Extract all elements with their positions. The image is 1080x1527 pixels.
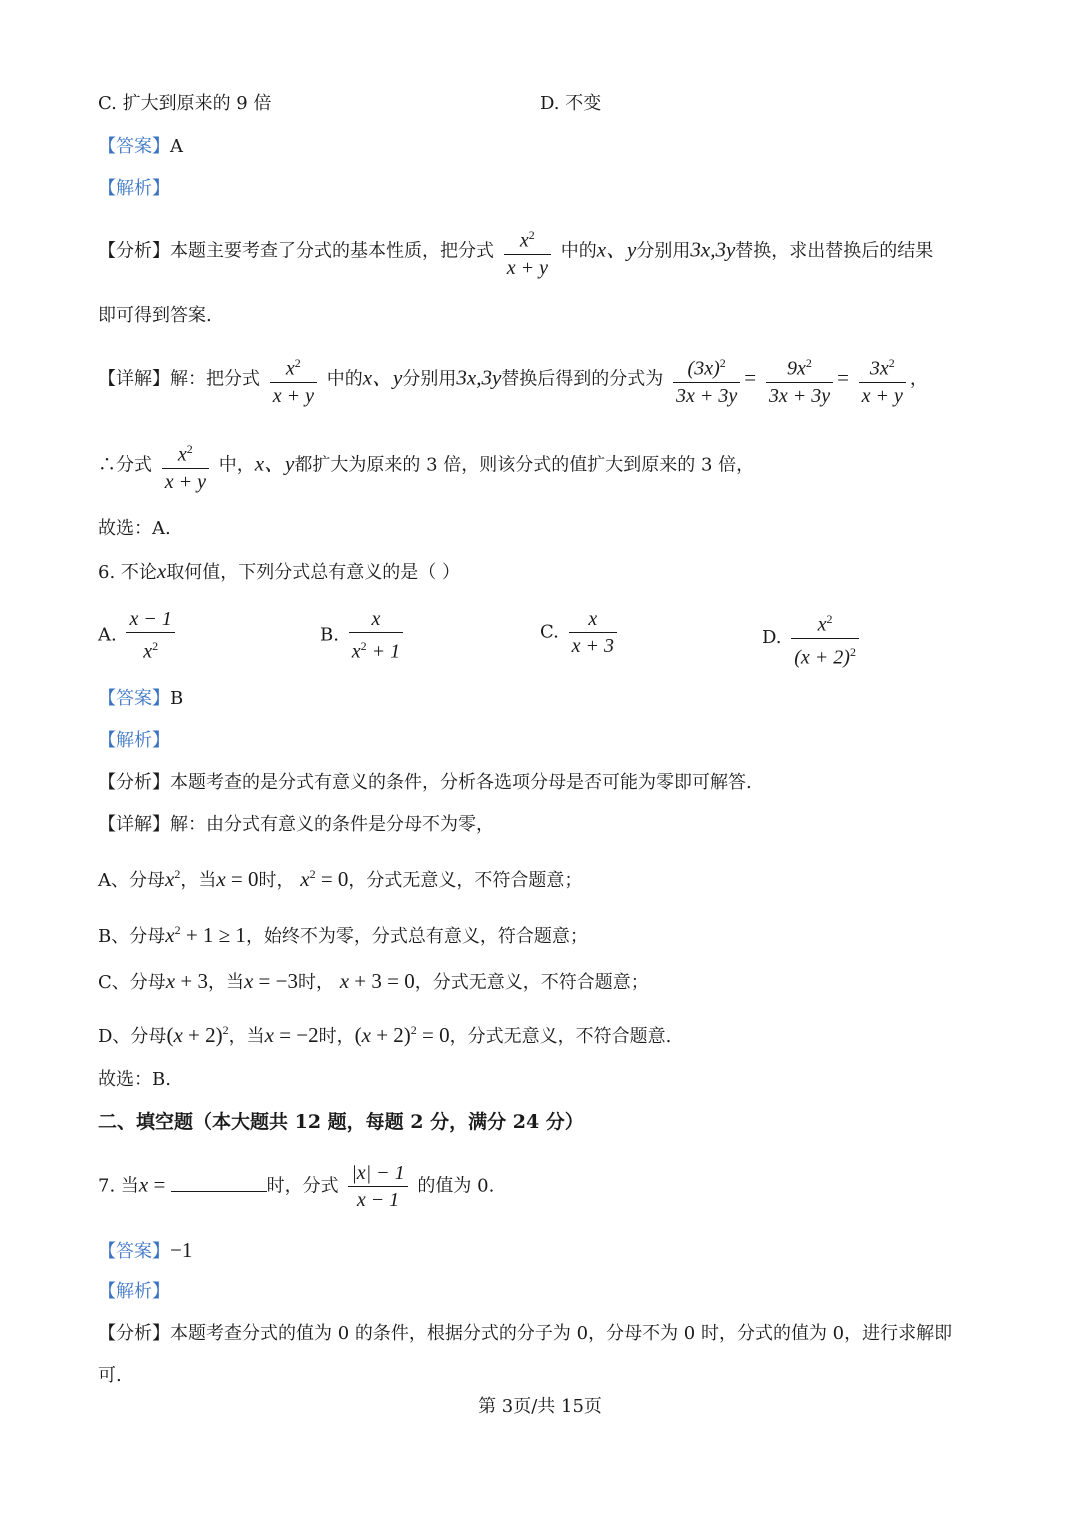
question-7-stem: 7. 当x = 时，分式 $\frac{|x| - 1}{x - 1}$ 的值为 0. (98, 1162, 495, 1211)
q7-jiexi: 【解析】 (98, 1281, 170, 1302)
q6-option-b: B. $\frac{x}{x^2 + 1}$ (320, 606, 407, 665)
q6-detail: 【详解】解：由分式有意义的条件是分母不为零， (98, 814, 494, 835)
page-footer: 第 3页/共 15页 (478, 1396, 602, 1417)
answer-blank (171, 1173, 267, 1192)
fraction-abs: $\frac{|x| - 1}{x - 1}$ (348, 1160, 407, 1213)
q6-line-b: B、分母$x^2 + 1 \ge 1$，始终不为零，分式总有意义，符合题意； (98, 923, 588, 947)
fraction-3x2: $\frac{3x^2}{x + y}$ (859, 350, 906, 409)
q6-option-d: D. $\frac{x^2}{(x + 2)^2}$ (762, 606, 863, 670)
q6-jiexi: 【解析】 (98, 730, 170, 751)
choose-line: 故选：A. (98, 518, 171, 539)
fraction-substituted: $\frac{(3x)^2}{3x + 3y}$ (673, 350, 740, 409)
q6-choose: 故选：B. (98, 1069, 171, 1090)
analysis-line: 【分析】本题主要考查了分式的基本性质，把分式 $\frac{x^2}{x + y}$ 中的x、y分别用3x,3y替换，求出替换后的结果 (98, 222, 933, 281)
q6-line-c: C、分母x + 3，当x = −3时， x + 3 = 0，分式无意义，不符合题意； (98, 969, 649, 993)
fraction-x2-over-xy: $\frac{x^2}{x + y}$ (162, 436, 209, 495)
analysis-line-2: 即可得到答案. (98, 305, 212, 326)
detail-line: 【详解】解：把分式 $\frac{x^2}{x + y}$ 中的x、y分别用3x,3y替换后得到的分式为 $\frac{(3x)^2}{3x + 3y}$ = $\frac{9x^2}{3x + 3y}$ = $\frac{3x^2}{x + y}$ ， (98, 350, 928, 409)
q7-analysis-line-2: 可. (98, 1365, 122, 1386)
fraction-x2-over-xy: $\frac{x^2}{x + y}$ (270, 350, 317, 409)
q7-analysis: 【分析】本题考查分式的值为 0 的条件，根据分式的分子为 0，分母不为 0 时，分式的值为 0，进行求解即 (98, 1323, 953, 1344)
answer-line: 【答案】A (98, 136, 183, 157)
fraction-9x2: $\frac{9x^2}{3x + 3y}$ (766, 350, 833, 409)
section-title: 二、填空题（本大题共 12 题，每题 2 分，满分 24 分） (98, 1111, 584, 1133)
q6-option-c: C. $\frac{x}{x + 3}$ (540, 606, 621, 659)
question-6-stem: 6. 不论x取何值，下列分式总有意义的是（ ） (98, 559, 460, 583)
fraction-x2-over-xy: $\frac{x^2}{x + y}$ (504, 222, 551, 281)
option-c: C. 扩大到原来的 9 倍 (98, 93, 272, 114)
q7-answer: 【答案】−1 (98, 1238, 193, 1262)
jiexi-line: 【解析】 (98, 178, 170, 199)
q6-line-a: A、分母$x^2$，当x = 0时， $x^2 = 0$，分式无意义，不符合题意； (98, 867, 583, 891)
conclusion-line: ∴分式 $\frac{x^2}{x + y}$ 中，x、y都扩大为原来的 3 倍，则该分式的值扩大到原来的 3 倍， (98, 436, 754, 495)
q6-option-a: A. $\frac{x - 1}{x^2}$ (98, 606, 179, 665)
q6-answer: 【答案】B (98, 688, 184, 709)
q6-line-d: D、分母$(x + 2)^2$，当x = −2时，$(x + 2)^2 = 0$，分式无意义，不符合题意. (98, 1023, 672, 1047)
option-d: D. 不变 (540, 93, 602, 114)
q6-analysis: 【分析】本题考查的是分式有意义的条件，分析各选项分母是否可能为零即可解答. (98, 772, 752, 793)
